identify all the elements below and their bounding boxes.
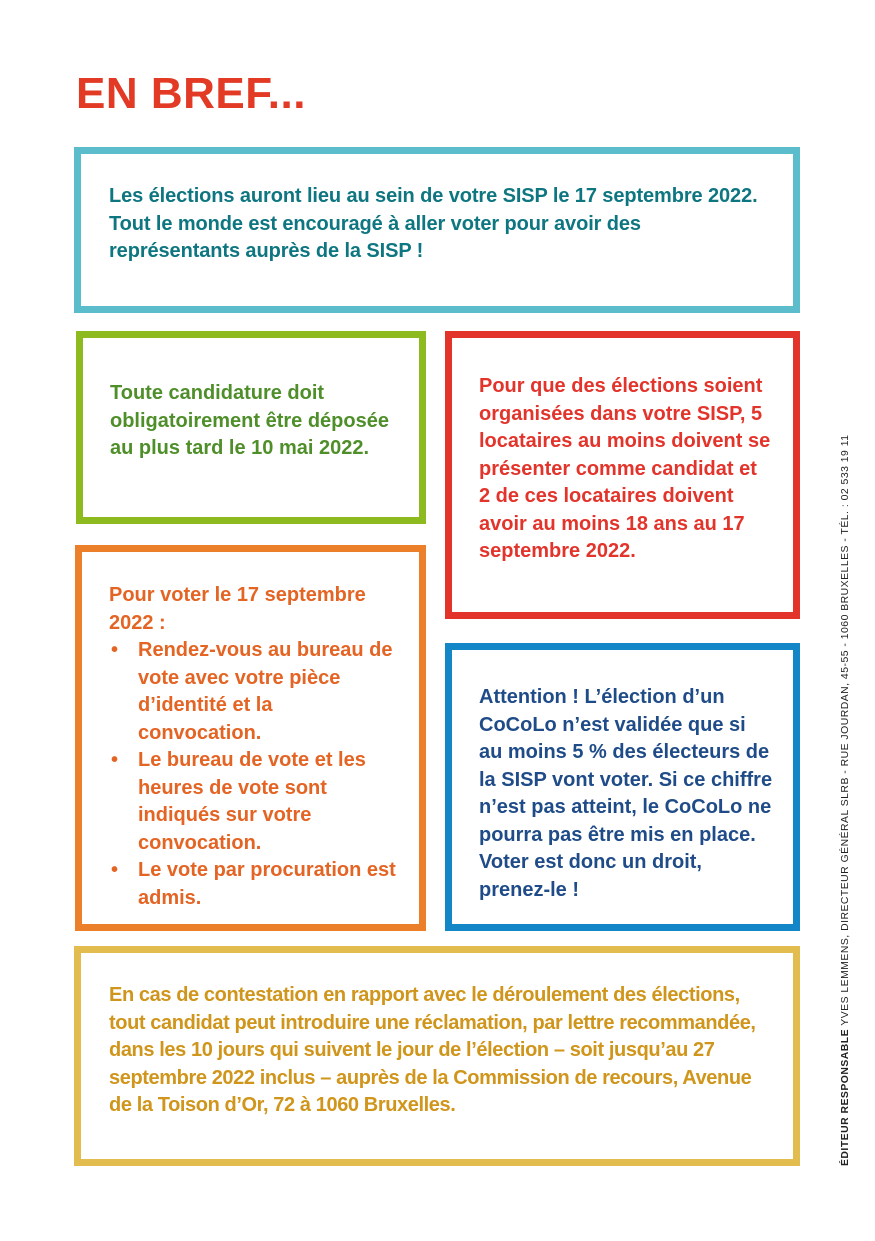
elections-date-box	[74, 147, 800, 313]
elections-date-text: Les élections auront lieu au sein de votre SISP le 17 septembre 2022.	[109, 185, 758, 207]
publisher-sidebar	[836, 357, 856, 1166]
candidacy-deadline-box	[76, 331, 426, 524]
list-item: • Le bureau de vote et les heures de vote sont indiqués sur votre convocation.	[109, 747, 399, 857]
contestation-text: En cas de contestation en rapport avec le déroulement des élections, tout candidat peut introduire une réclamation, par lettre recommandée, dans les 10 jours qui suivent le jour de l’élection – soit jusqu’au 27 septembre 2022 inclus – auprès de la Commission de recours, Avenue de la Toison d’Or, 72 à 1060 Bruxelles.	[109, 984, 756, 1116]
contestation-box	[74, 946, 800, 1166]
publisher-details: YVES LEMMENS, DIRECTEUR GÉNÉRAL SLRB - RUE JOURDAN, 45-55 - 1060 BRUXELLES - TÉL. : 02 533 19 11	[840, 434, 851, 1026]
encouragement-text: Tout le monde est encouragé à aller voter pour avoir des représentants auprès de la SISP !	[109, 212, 641, 262]
publisher-label: ÉDITEUR RESPONSABLE	[840, 1028, 851, 1166]
candidate-requirements-box	[445, 331, 800, 619]
how-to-vote-intro: Pour voter le 17 septembre 2022 :	[109, 584, 366, 634]
list-item: • Le vote par procuration est admis.	[109, 857, 399, 912]
how-to-vote-list	[109, 637, 399, 912]
validation-threshold-text: Attention ! L’élection d’un CoCoLo n’est validée que si au moins 5 % des électeurs de la SISP vont voter. Si ce chiffre n’est pas atteint, le CoCoLo ne pourra pas être mis en place. Voter est donc un droit, prenez-le !	[479, 686, 773, 901]
candidate-requirements-text: Pour que des élections soient organisées dans votre SISP, 5 locataires au moins doivent se présenter comme candidat et 2 de ces locataires doivent avoir au moins 18 ans au 17 septembre 2022.	[479, 375, 771, 562]
list-item: • Rendez-vous au bureau de vote avec votre pièce d’identité et la convocation.	[109, 637, 399, 747]
how-to-vote-box	[75, 545, 426, 931]
candidacy-deadline-text: Toute candidature doit obligatoirement être déposée au plus tard le 10 mai 2022.	[110, 382, 389, 459]
page-title: EN BREF...	[76, 69, 306, 118]
validation-threshold-box	[445, 643, 800, 931]
